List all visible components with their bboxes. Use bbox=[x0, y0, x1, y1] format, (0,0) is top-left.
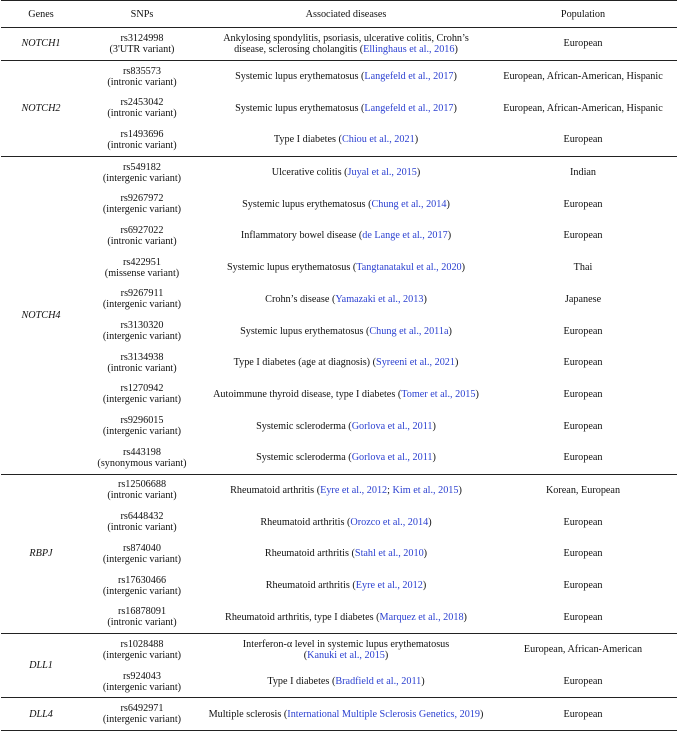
snp-variant-type: (3'UTR variant) bbox=[109, 43, 175, 55]
population-cell: European bbox=[563, 357, 603, 369]
population-cell: European bbox=[489, 28, 677, 61]
snp-id: rs549182 bbox=[123, 161, 161, 173]
disease-cell: Rheumatoid arthritis (Eyre et al., 2012; Kim et al., 2015) bbox=[203, 474, 489, 506]
snp-cell bbox=[81, 124, 203, 156]
table-row bbox=[1, 601, 677, 633]
disease-cell: Systemic lupus erythematosus (Langefeld et al., 2017) bbox=[235, 102, 457, 114]
population-cell: Korean, European bbox=[489, 474, 677, 506]
disease-cell: Interferon-α level in systemic lupus erythematosus (Kanuki et al., 2015) bbox=[203, 634, 489, 666]
citation-link[interactable]: Marquez et al., 2018 bbox=[379, 611, 464, 623]
disease-cell: Type I diabetes (Chiou et al., 2021) bbox=[273, 134, 419, 146]
snp-id: rs1270942 bbox=[120, 383, 164, 395]
snp-id: rs443198 bbox=[123, 446, 161, 458]
disease-text: Systemic lupus erythematosus bbox=[235, 71, 361, 83]
snp-variant-type: (intergenic variant) bbox=[102, 585, 182, 597]
table-row bbox=[1, 442, 677, 474]
snp-association-table bbox=[1, 0, 677, 731]
citation-link[interactable]: Tangtanatakul et al., 2020 bbox=[356, 262, 462, 274]
snp-id: rs6448432 bbox=[120, 511, 164, 523]
snp-variant-type: (intergenic variant) bbox=[102, 714, 182, 726]
citation-link[interactable]: Eyre et al., 2012 bbox=[320, 484, 388, 496]
disease-text: Rheumatoid arthritis, type I diabetes bbox=[225, 611, 377, 623]
population-cell: European bbox=[563, 134, 603, 146]
snp-cell bbox=[81, 60, 203, 92]
snp-id: rs3124998 bbox=[120, 32, 164, 44]
disease-cell: Ankylosing spondylitis, psoriasis, ulcerative colitis, Crohn’s disease, sclerosing cholangitis (Ellinghaus et al., 2016) bbox=[203, 28, 489, 61]
citation-link[interactable]: Tomer et al., 2015 bbox=[401, 388, 476, 400]
population-cell: European bbox=[563, 548, 603, 560]
citation-link[interactable]: Chung et al., 2014 bbox=[371, 198, 447, 210]
citation-link[interactable]: Kanuki et al., 2015 bbox=[307, 649, 385, 661]
disease-cell: Autoimmune thyroid disease, type I diabetes (Tomer et al., 2015) bbox=[213, 388, 479, 400]
population-cell: European bbox=[563, 452, 603, 464]
population-cell: European, African-American, Hispanic bbox=[489, 60, 677, 92]
citation-link[interactable]: Yamazaki et al., 2013 bbox=[335, 293, 424, 305]
disease-text: Inflammatory bowel disease bbox=[240, 230, 359, 242]
snp-cell bbox=[81, 698, 203, 731]
disease-text: Interferon-α level in systemic lupus erythematosus bbox=[242, 638, 450, 650]
citation-link[interactable]: Bradfield et al., 2011 bbox=[335, 676, 422, 688]
disease-cell: Type I diabetes (Bradfield et al., 2011) bbox=[267, 676, 425, 688]
population-cell: European, African-American bbox=[489, 634, 677, 666]
population-cell: European bbox=[563, 198, 603, 210]
disease-text: Systemic scleroderma bbox=[256, 452, 349, 464]
snp-id: rs3134938 bbox=[120, 351, 164, 363]
citation-link[interactable]: de Lange et al., 2017 bbox=[362, 230, 448, 242]
disease-text: Rheumatoid arthritis bbox=[264, 548, 352, 560]
snp-cell bbox=[81, 601, 203, 633]
snp-variant-type: (intergenic variant) bbox=[102, 204, 182, 216]
population-cell: European bbox=[563, 580, 603, 592]
population-cell: European bbox=[563, 230, 603, 242]
snp-variant-type: (intergenic variant) bbox=[102, 426, 182, 438]
table-row bbox=[1, 698, 677, 731]
citation-link[interactable]: International Multiple Sclerosis Genetics, 2019 bbox=[287, 708, 480, 720]
snp-cell bbox=[81, 252, 203, 284]
table-row bbox=[1, 124, 677, 156]
disease-text: Type I diabetes (age at diagnosis) bbox=[233, 357, 373, 369]
disease-text: Ankylosing spondylitis, psoriasis, ulcerative colitis, Crohn’s bbox=[223, 32, 469, 44]
citation-link[interactable]: Ellinghaus et al., 2016 bbox=[363, 43, 455, 55]
snp-variant-type: (intronic variant) bbox=[107, 235, 177, 247]
table-row bbox=[1, 284, 677, 316]
snp-variant-type: (intronic variant) bbox=[107, 362, 177, 374]
population-cell: European bbox=[563, 516, 603, 528]
snp-id: rs6927022 bbox=[120, 224, 164, 236]
disease-text: Systemic lupus erythematosus bbox=[226, 262, 353, 274]
disease-cell: Inflammatory bowel disease (de Lange et al., 2017) bbox=[240, 230, 452, 242]
disease-text: Type I diabetes bbox=[267, 676, 332, 688]
header-population: Population bbox=[489, 1, 677, 28]
gene-name: RBPJ bbox=[1, 474, 81, 633]
gene-group-notch2 bbox=[1, 60, 677, 156]
table-row bbox=[1, 570, 677, 602]
disease-text: Systemic lupus erythematosus bbox=[242, 198, 369, 210]
gene-group-notch4 bbox=[1, 156, 677, 474]
disease-cell: Multiple sclerosis (International Multiple Sclerosis Genetics, 2019) bbox=[203, 698, 489, 731]
header-snps: SNPs bbox=[81, 1, 203, 28]
citation-link[interactable]: Langefeld et al., 2017 bbox=[364, 102, 454, 114]
population-cell: Indian bbox=[489, 156, 677, 188]
disease-text: Ulcerative colitis bbox=[271, 167, 345, 179]
gene-name: DLL4 bbox=[1, 698, 81, 731]
disease-cell: Rheumatoid arthritis (Stahl et al., 2010) bbox=[264, 548, 428, 560]
snp-variant-type: (intergenic variant) bbox=[102, 331, 182, 343]
disease-text: Autoimmune thyroid disease, type I diabetes bbox=[213, 388, 398, 400]
gene-name: NOTCH2 bbox=[1, 60, 81, 156]
snp-id: rs17630466 bbox=[117, 574, 167, 586]
disease-cell: Rheumatoid arthritis, type I diabetes (Marquez et al., 2018) bbox=[225, 611, 467, 623]
population-cell: European bbox=[563, 388, 603, 400]
disease-text: Systemic lupus erythematosus bbox=[240, 325, 366, 337]
population-cell: European bbox=[563, 325, 603, 337]
population-cell: European bbox=[563, 420, 603, 432]
table-row bbox=[1, 666, 677, 698]
snp-cell bbox=[81, 315, 203, 347]
snp-variant-type: (intergenic variant) bbox=[102, 172, 182, 184]
header-genes: Genes bbox=[1, 1, 81, 28]
snp-id: rs924043 bbox=[123, 670, 161, 682]
snp-cell bbox=[81, 347, 203, 379]
citation-link[interactable]: Syreeni et al., 2021 bbox=[376, 357, 455, 369]
snp-cell bbox=[81, 379, 203, 411]
gene-name: DLL1 bbox=[1, 634, 81, 698]
snp-id: rs12506688 bbox=[117, 479, 167, 491]
snp-id: rs1028488 bbox=[120, 638, 164, 650]
disease-cell: Ulcerative colitis (Juyal et al., 2015) bbox=[203, 156, 489, 188]
disease-text-continued: disease, sclerosing cholangitis bbox=[234, 43, 360, 55]
header-associated-diseases: Associated diseases bbox=[203, 1, 489, 28]
table-row bbox=[1, 538, 677, 570]
snp-variant-type: (missense variant) bbox=[104, 267, 180, 279]
disease-cell: Rheumatoid arthritis (Orozco et al., 2014) bbox=[260, 516, 432, 528]
gene-group-rbpj bbox=[1, 474, 677, 633]
gene-group-dll1 bbox=[1, 634, 677, 698]
snp-cell bbox=[81, 188, 203, 220]
population-cell: European bbox=[563, 611, 603, 623]
disease-text: Systemic scleroderma bbox=[256, 420, 349, 432]
population-cell: European bbox=[563, 676, 603, 688]
disease-cell: Systemic scleroderma (Gorlova et al., 2011) bbox=[256, 420, 436, 432]
citation-link[interactable]: Juyal et al., 2015 bbox=[347, 167, 417, 179]
snp-variant-type: (intronic variant) bbox=[107, 522, 177, 534]
snp-id: rs874040 bbox=[123, 542, 161, 554]
snp-cell bbox=[81, 538, 203, 570]
snp-variant-type: (intronic variant) bbox=[107, 108, 177, 120]
citation-link[interactable]: Gorlova et al., 2011 bbox=[351, 452, 433, 464]
snp-variant-type: (synonymous variant) bbox=[97, 457, 187, 469]
disease-text: Systemic lupus erythematosus bbox=[235, 102, 361, 114]
snp-cell bbox=[81, 284, 203, 316]
table-row bbox=[1, 188, 677, 220]
snp-variant-type: (intergenic variant) bbox=[102, 394, 182, 406]
disease-cell: Crohn’s disease (Yamazaki et al., 2013) bbox=[265, 293, 427, 305]
disease-text: Rheumatoid arthritis bbox=[230, 484, 317, 496]
citation-link[interactable]: Eyre et al., 2012 bbox=[355, 580, 423, 592]
table-row bbox=[1, 252, 677, 284]
snp-id: rs1493696 bbox=[120, 128, 164, 140]
snp-id: rs9267972 bbox=[120, 193, 164, 205]
disease-cell: Systemic lupus erythematosus (Chung et al., 2011a) bbox=[240, 325, 452, 337]
citation-link[interactable]: Kim et al., 2015 bbox=[392, 484, 459, 496]
population-cell: European, African-American, Hispanic bbox=[503, 102, 663, 114]
disease-text: Rheumatoid arthritis bbox=[260, 516, 347, 528]
snp-variant-type: (intronic variant) bbox=[107, 617, 177, 629]
snp-cell bbox=[81, 666, 203, 698]
table-row bbox=[1, 156, 677, 188]
table-row bbox=[1, 506, 677, 538]
gene-name: NOTCH4 bbox=[1, 156, 81, 474]
disease-text: Rheumatoid arthritis bbox=[265, 580, 353, 592]
gene-group-notch1 bbox=[1, 28, 677, 61]
snp-cell bbox=[81, 220, 203, 252]
snp-cell bbox=[81, 28, 203, 61]
snp-id: rs835573 bbox=[123, 65, 161, 77]
snp-variant-type: (intergenic variant) bbox=[102, 553, 182, 565]
disease-text: Type I diabetes bbox=[273, 134, 339, 146]
snp-cell bbox=[81, 156, 203, 188]
snp-variant-type: (intronic variant) bbox=[107, 490, 177, 502]
citation-link[interactable]: Chung et al., 2011a bbox=[369, 325, 449, 337]
table-row bbox=[1, 92, 677, 124]
table-row bbox=[1, 220, 677, 252]
population-cell: Thai bbox=[573, 262, 593, 274]
citation-link[interactable]: Stahl et al., 2010 bbox=[354, 548, 424, 560]
disease-cell: Systemic lupus erythematosus (Chung et al., 2014) bbox=[242, 198, 450, 210]
citation-link[interactable]: Chiou et al., 2021 bbox=[341, 134, 415, 146]
snp-cell bbox=[81, 570, 203, 602]
snp-id: rs9267911 bbox=[120, 288, 164, 300]
snp-variant-type: (intronic variant) bbox=[107, 76, 177, 88]
table-row bbox=[1, 315, 677, 347]
snp-cell bbox=[81, 474, 203, 506]
snp-cell bbox=[81, 506, 203, 538]
snp-cell bbox=[81, 92, 203, 124]
snp-id: rs6492971 bbox=[120, 703, 164, 715]
table-row bbox=[1, 28, 677, 61]
snp-id: rs9296015 bbox=[120, 415, 164, 427]
table-row bbox=[1, 379, 677, 411]
disease-cell: Systemic lupus erythematosus (Langefeld et al., 2017) bbox=[203, 60, 489, 92]
citation-link[interactable]: Orozco et al., 2014 bbox=[350, 516, 429, 528]
table-header bbox=[1, 1, 677, 28]
snp-variant-type: (intergenic variant) bbox=[102, 649, 182, 661]
snp-cell bbox=[81, 410, 203, 442]
snp-cell bbox=[81, 442, 203, 474]
table-row bbox=[1, 60, 677, 92]
disease-text: Crohn’s disease bbox=[265, 293, 332, 305]
disease-cell: Rheumatoid arthritis (Eyre et al., 2012) bbox=[265, 580, 427, 592]
table-row bbox=[1, 474, 677, 506]
disease-cell: Systemic lupus erythematosus (Tangtanatakul et al., 2020) bbox=[226, 262, 466, 274]
citation-link[interactable]: Langefeld et al., 2017 bbox=[364, 71, 454, 83]
snp-id: rs2453042 bbox=[120, 97, 164, 109]
population-cell: European bbox=[489, 698, 677, 731]
citation-link[interactable]: Gorlova et al., 2011 bbox=[351, 420, 433, 432]
snp-variant-type: (intergenic variant) bbox=[102, 681, 182, 693]
disease-text: Multiple sclerosis bbox=[208, 708, 284, 720]
gene-group-dll4 bbox=[1, 698, 677, 731]
population-cell: Japanese bbox=[564, 293, 602, 305]
snp-variant-type: (intergenic variant) bbox=[102, 299, 182, 311]
disease-cell: Systemic scleroderma (Gorlova et al., 2011) bbox=[256, 452, 436, 464]
table-row bbox=[1, 634, 677, 666]
snp-id: rs422951 bbox=[123, 256, 161, 268]
snp-cell bbox=[81, 634, 203, 666]
table-row bbox=[1, 410, 677, 442]
gene-name: NOTCH1 bbox=[1, 28, 81, 61]
snp-id: rs16878091 bbox=[117, 606, 167, 618]
snp-id: rs3130320 bbox=[120, 320, 164, 332]
snp-variant-type: (intronic variant) bbox=[107, 139, 177, 151]
table-row bbox=[1, 347, 677, 379]
disease-cell: Type I diabetes (age at diagnosis) (Syreeni et al., 2021) bbox=[233, 357, 459, 369]
